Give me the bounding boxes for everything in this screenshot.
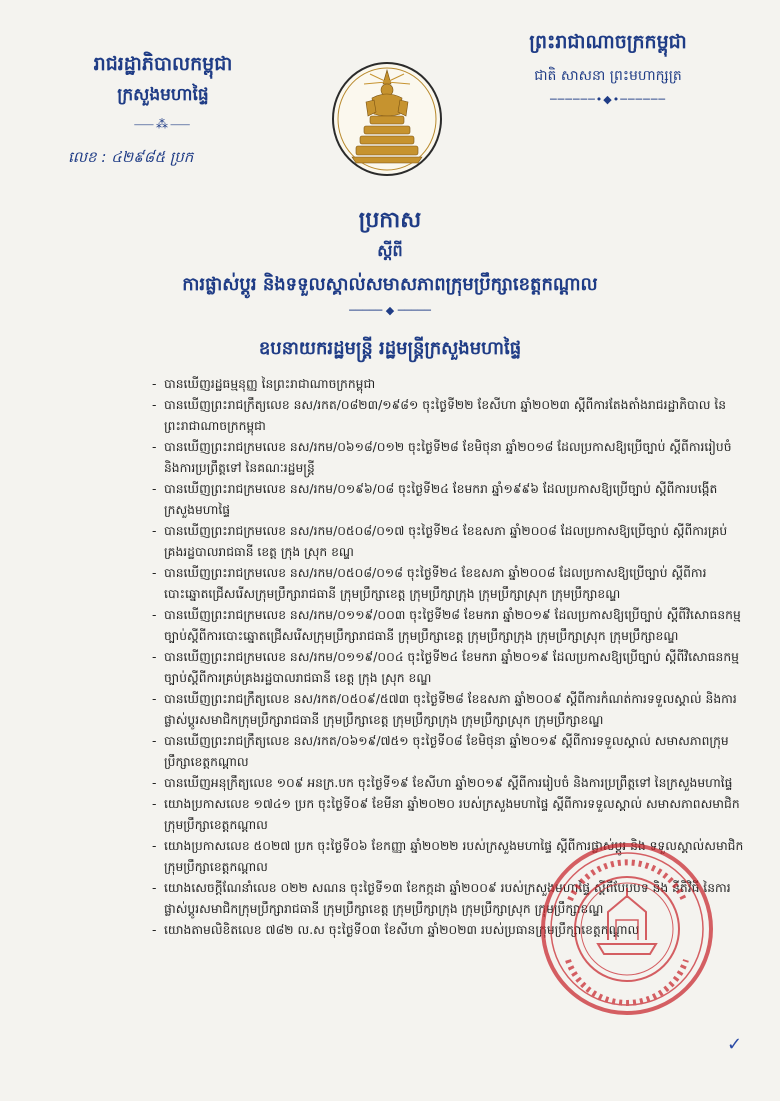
list-item: - បានឃើញព្រះរាជក្រមលេខ នស/រកម/០១១៩/០០៣ ចុះថ្ងៃទី២៨ ខែមករា ឆ្នាំ២០១៩ ដែលប្រកាសឱ្យប្រើច្បាប់ ស្តីពីវិសោធនកម្មច្បាប់ស្តីពីការបោះឆ្នោតជ្រើសរើសក្រុមប្រឹក្សារាជធានី ក្រុមប្រឹក្សាខេត្ត ក្រុមប្រឹក្សាក្រុង ក្រុមប្រឹក្សាស្រុក ក្រុមប្រឹក្សាខណ្ឌ [152, 605, 744, 647]
list-item: - បានឃើញរដ្ឋធម្មនុញ្ញ នៃព្រះរាជាណាចក្រកម្ពុជា [152, 374, 744, 395]
title-about: ស្តីពី [377, 241, 403, 260]
list-item: - យោងប្រកាសលេខ ៥០២៧ ប្រក ចុះថ្ងៃទី០៦ ខែកញ្ញា ឆ្នាំ២០២២ របស់ក្រសួងមហាផ្ទៃ ស្តីពីការផ្លាស់ប្តូរ និង ទទួលស្គាល់សមាជិកក្រុមប្រឹក្សាខេត្តកណ្តាល [152, 836, 744, 878]
list-item: - យោងប្រកាសលេខ ១៧៤១ ប្រក ចុះថ្ងៃទី០៩ ខែមីនា ឆ្នាំ២០២០ របស់ក្រសួងមហាផ្ទៃ ស្តីពីការទទួលស្គាល់ សមាសភាពសមាជិកក្រុមប្រឹក្សាខេត្តកណ្តាល [152, 794, 744, 836]
title-separator: ───── ◆ ───── [349, 304, 431, 317]
list-item: - បានឃើញព្រះរាជក្រឹត្យលេខ នស/រកត/០៦១៩/៧៥១ ចុះថ្ងៃទី០៨ ខែមិថុនា ឆ្នាំ២០១៩ ស្តីពីការទទួលស្គាល់ សមាសភាពក្រុមប្រឹក្សាខេត្តកណ្តាល [152, 731, 744, 773]
list-item: - បានឃើញព្រះរាជក្រមលេខ នស/រកម/០៦១៨/០១២ ចុះថ្ងៃទី២៨ ខែមិថុនា ឆ្នាំ២០១៨ ដែលប្រកាសឱ្យប្រើច្បាប់ ស្តីពីការរៀបចំ និងការប្រព្រឹត្តទៅ នៃគណៈរដ្ឋមន្ត្រី [152, 437, 744, 479]
ministry-header [58, 52, 268, 166]
ministry-emblem-icon [330, 60, 444, 178]
kingdom-header [498, 30, 718, 106]
list-item: - បានឃើញព្រះរាជក្រមលេខ នស/រកម/០៥០៨/០១៨ ចុះថ្ងៃទី២៤ ខែឧសភា ឆ្នាំ២០០៨ ដែលប្រកាសឱ្យប្រើច្បាប់ ស្តីពីការបោះឆ្នោតជ្រើសរើសក្រុមប្រឹក្សារាជធានី ក្រុមប្រឹក្សាខេត្ត ក្រុមប្រឹក្សាក្រុង ក្រុមប្រឹក្សាស្រុក ក្រុមប្រឹក្សាខណ្ឌ [152, 563, 744, 605]
list-item: - បានឃើញព្រះរាជក្រមលេខ នស/រកម/០៥០៨/០១៧ ចុះថ្ងៃទី២៤ ខែឧសភា ឆ្នាំ២០០៨ ដែលប្រកាសឱ្យប្រើច្បាប់ ស្តីពីការគ្រប់គ្រងរដ្ឋបាលរាជធានី ខេត្ត ក្រុង ស្រុក ខណ្ឌ [152, 521, 744, 563]
list-item: - យោងតាមលិខិតលេខ ៧៨២ ល.ស ចុះថ្ងៃទី០៣ ខែសីហា ឆ្នាំ២០២៣ របស់ប្រធានក្រុមប្រឹក្សាខេត្តកណ្តាល [152, 920, 744, 941]
ministry-name: ក្រសួងមហាផ្ទៃ [117, 85, 209, 105]
list-item: - បានឃើញព្រះរាជក្រមលេខ នស/រកម/០១៩៦/០៨ ចុះថ្ងៃទី២៤ ខែមករា ឆ្នាំ១៩៩៦ ដែលប្រកាសឱ្យប្រើច្បាប់ ស្តីពីការបង្កើតក្រសួងមហាផ្ទៃ [152, 479, 744, 521]
government-name: រាជរដ្ឋាភិបាលកម្ពុជា [93, 53, 233, 75]
list-item: - បានឃើញព្រះរាជក្រឹត្យលេខ នស/រកត/០៨២៣/១៩៨១ ចុះថ្ងៃទី២២ ខែសីហា ឆ្នាំ២០២៣ ស្តីពីការតែងតាំងរាជរដ្ឋាភិបាល នៃព្រះរាជាណាចក្រកម្ពុជា [152, 395, 744, 437]
list-item: - យោងសេចក្តីណែនាំលេខ ០២២ សណន ចុះថ្ងៃទី១៣ ខែកក្កដា ឆ្នាំ២០០៩ របស់ក្រសួងមហាផ្ទៃ ស្តីពីបែបបទ និង នីតិវិធី នៃការផ្លាស់ប្តូរសមាជិកក្រុមប្រឹក្សារាជធានី ក្រុមប្រឹក្សាខេត្ត ក្រុមប្រឹក្សាក្រុង ក្រុមប្រឹក្សាស្រុក ក្រុមប្រឹក្សាខណ្ឌ [152, 878, 744, 920]
document-subject: ការផ្លាស់ប្តូរ និងទទួលស្គាល់សមាសភាពក្រុមប្រឹក្សាខេត្តកណ្តាល [182, 274, 598, 295]
document-title: ប្រកាស [358, 208, 422, 233]
list-item: - បានឃើញព្រះរាជក្រឹត្យលេខ នស/រកត/០៥០៩/៥៧៣ ចុះថ្ងៃទី២៨ ខែឧសភា ឆ្នាំ២០០៩ ស្តីពីការកំណត់ការទទួលស្គាល់ និងការផ្លាស់ប្តូរសមាជិកក្រុមប្រឹក្សារាជធានី ក្រុមប្រឹក្សាខេត្ត ក្រុមប្រឹក្សាក្រុង ក្រុមប្រឹក្សាស្រុក ក្រុមប្រឹក្សាខណ្ឌ [152, 689, 744, 731]
header-ornament-right: ──────•◆•────── [550, 93, 666, 106]
issuer-title: ឧបនាយករដ្ឋមន្ត្រី រដ្ឋមន្ត្រីក្រសួងមហាផ្ទៃ [258, 338, 522, 359]
signature-tick-icon: ✓ [727, 1034, 743, 1055]
national-motto: ជាតិ សាសនា ព្រះមហាក្សត្រ [534, 68, 682, 84]
header-ornament-left: ⸺⁂⸺ [133, 117, 193, 131]
kingdom-name: ព្រះរាជាណាចក្រកម្ពុជា [529, 31, 687, 53]
official-seal-icon [538, 840, 716, 1018]
list-item: - បានឃើញអនុក្រឹត្យលេខ ១០៩ អនក្រ.បក ចុះថ្ងៃទី១៩ ខែសីហា ឆ្នាំ២០១៩ ស្តីពីការរៀបចំ និងការប្រព្រឹត្តទៅ នៃក្រសួងមហាផ្ទៃ [152, 773, 744, 794]
list-item: - បានឃើញព្រះរាជក្រមលេខ នស/រកម/០១១៩/០០៤ ចុះថ្ងៃទី២៤ ខែមករា ឆ្នាំ២០១៩ ដែលប្រកាសឱ្យប្រើច្បាប់ ស្តីពីវិសោធនកម្មច្បាប់ស្តីពីការគ្រប់គ្រងរដ្ឋបាលរាជធានី ខេត្ត ក្រុង ស្រុក ខណ្ឌ [152, 647, 744, 689]
reference-number: លេខ : ៤២៩៨៥ ប្រក [68, 148, 194, 166]
